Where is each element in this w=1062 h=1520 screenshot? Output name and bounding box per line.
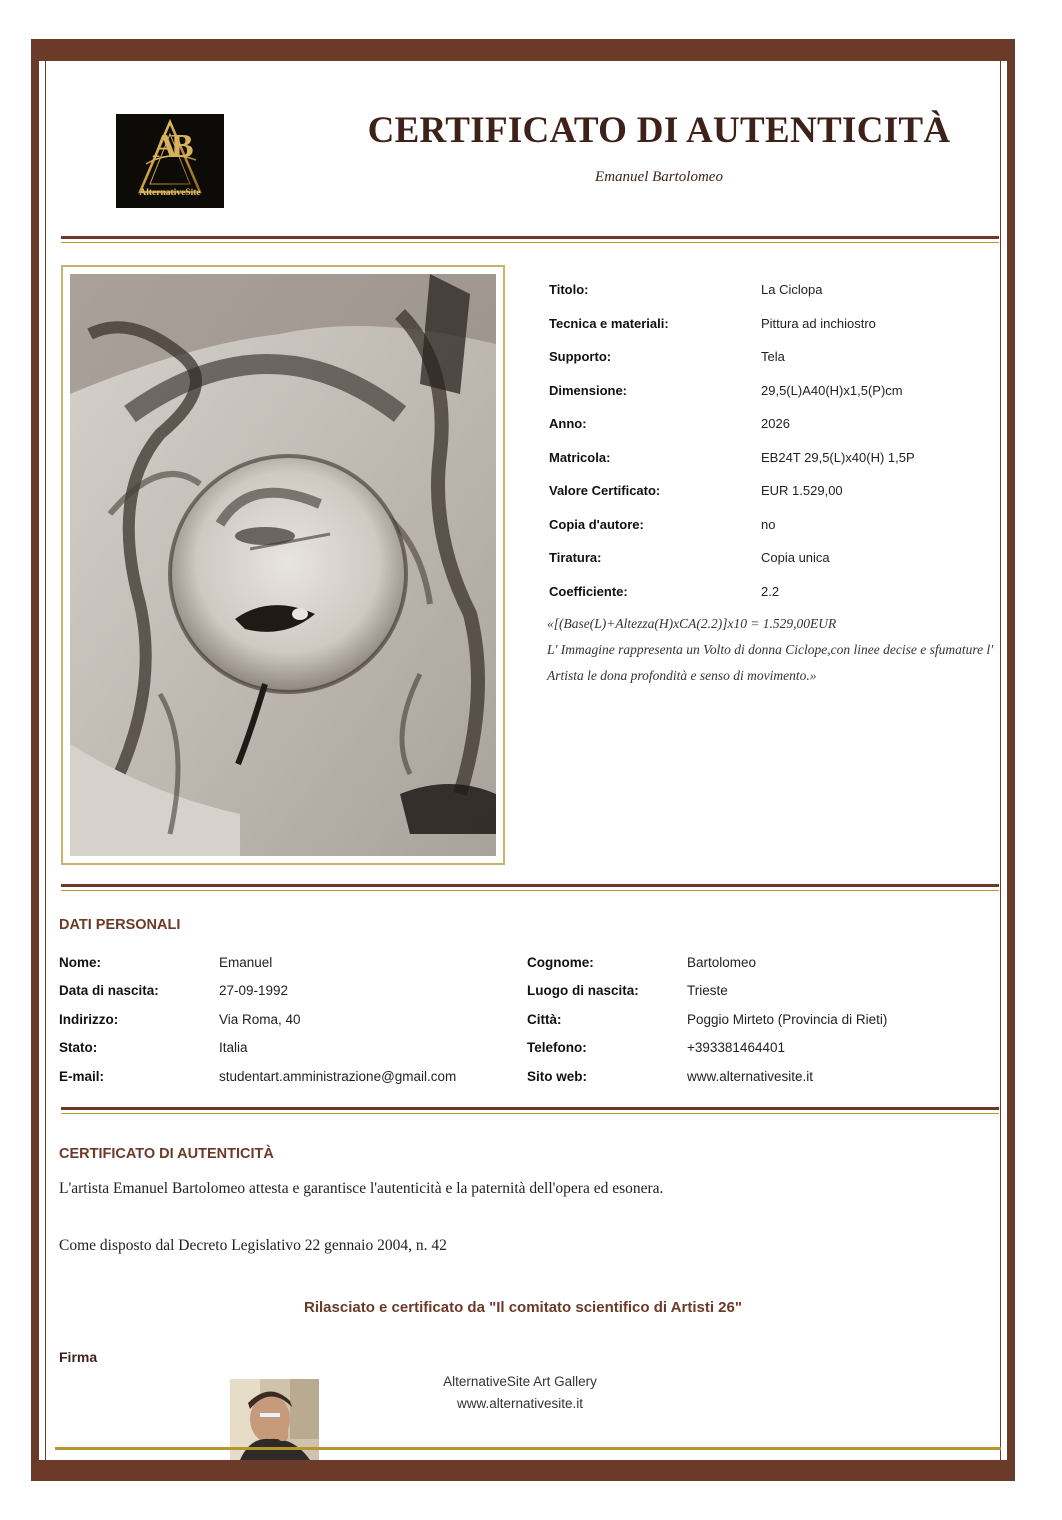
artwork-detail-value: EB24T 29,5(L)x40(H) 1,5P <box>761 449 915 465</box>
personal-label: Indirizzo: <box>59 1011 119 1027</box>
logo-text: AlternativeSite <box>139 188 201 198</box>
personal-value: Via Roma, 40 <box>219 1011 301 1027</box>
personal-data-row <box>59 948 887 977</box>
artwork-detail-value: La Ciclopa <box>761 282 823 298</box>
artwork-detail-label: Tiratura: <box>549 550 602 566</box>
artwork-detail-label: Copia d'autore: <box>549 516 644 532</box>
bottom-gold-line <box>55 1447 1001 1450</box>
personal-label: Stato: <box>59 1040 98 1056</box>
artwork-detail-row <box>545 441 915 475</box>
personal-data-row <box>59 1034 887 1063</box>
authenticity-statement: L'artista Emanuel Bartolomeo attesta e garantisce l'autenticità e la paternità dell'opera ed esonera. <box>59 1180 664 1197</box>
personal-data-heading: DATI PERSONALI <box>59 917 181 933</box>
legal-decree: Come disposto dal Decreto Legislativo 22 gennaio 2004, n. 42 <box>59 1237 447 1254</box>
artwork-description-text: L' Immagine rappresenta un Volto di donna Ciclope,con linee decise e sfumature l' Artista le dona profondità e senso di movimento.» <box>547 642 994 683</box>
personal-data-row <box>59 1062 887 1091</box>
artwork-detail-row <box>545 307 915 341</box>
personal-data-row <box>59 977 887 1006</box>
artwork-frame <box>61 265 505 865</box>
artwork-detail-label: Supporto: <box>549 349 612 365</box>
logo-monogram: AB <box>152 128 188 165</box>
personal-label: E-mail: <box>59 1068 105 1084</box>
certificate-title: CERTIFICATO DI AUTENTICITÀ <box>367 110 951 151</box>
valuation-formula: «[(Base(L)+Altezza(H)xCA(2.2)]x10 = 1.529,00EUR <box>547 616 837 631</box>
artwork-detail-value: 2026 <box>761 416 790 432</box>
artwork-detail-row <box>545 340 915 374</box>
artwork-detail-label: Valore Certificato: <box>549 483 661 499</box>
artwork-detail-label: Tecnica e materiali: <box>549 315 669 331</box>
artwork-image <box>70 274 496 856</box>
artwork-description <box>547 611 997 689</box>
alternativesite-logo <box>116 114 224 208</box>
personal-label: Nome: <box>59 954 102 970</box>
gallery-url[interactable]: www.alternativesite.it <box>456 1396 584 1411</box>
personal-label: Sito web: <box>527 1068 587 1084</box>
artwork-detail-value: EUR 1.529,00 <box>761 483 843 499</box>
artwork-detail-row <box>545 575 915 609</box>
artwork-detail-value: Tela <box>761 349 785 365</box>
artwork-detail-label: Titolo: <box>549 282 589 298</box>
certificate-page <box>39 61 1007 1460</box>
certificate-frame <box>31 39 1015 1481</box>
artwork-detail-label: Anno: <box>549 416 587 432</box>
personal-value: 27-09-1992 <box>219 983 289 999</box>
certificate-heading: CERTIFICATO DI AUTENTICITÀ <box>59 1146 274 1162</box>
personal-value[interactable]: studentart.amministrazione@gmail.com <box>219 1068 457 1084</box>
artwork-detail-row <box>545 474 915 508</box>
personal-value: Emanuel <box>219 954 273 970</box>
personal-label: Città: <box>527 1011 562 1027</box>
artwork-detail-row <box>545 273 915 307</box>
personal-label: Data di nascita: <box>59 983 159 999</box>
artwork-detail-label: Dimensione: <box>549 382 628 398</box>
artwork-painting <box>70 274 496 856</box>
personal-value[interactable]: www.alternativesite.it <box>687 1068 814 1084</box>
artist-name: Emanuel Bartolomeo <box>595 169 723 185</box>
personal-label: Telefono: <box>527 1040 587 1056</box>
issued-by: Rilasciato e certificato da "Il comitato scientifico di Artisti 26" <box>304 1299 742 1316</box>
artwork-detail-row <box>545 541 915 575</box>
personal-data-table <box>59 948 887 1091</box>
artwork-detail-row <box>545 374 915 408</box>
artwork-detail-value: Pittura ad inchiostro <box>761 315 876 331</box>
personal-value: Italia <box>219 1040 248 1056</box>
personal-value: Trieste <box>687 983 728 999</box>
divider <box>61 884 999 891</box>
artwork-detail-value: no <box>761 516 776 532</box>
artwork-detail-label: Coefficiente: <box>549 583 628 599</box>
personal-label: Cognome: <box>527 954 594 970</box>
artwork-detail-row <box>545 508 915 542</box>
artwork-detail-value: 29,5(L)A40(H)x1,5(P)cm <box>761 382 903 398</box>
artwork-detail-row <box>545 407 915 441</box>
personal-value: +393381464401 <box>687 1040 785 1056</box>
divider <box>61 1107 999 1114</box>
gallery-info <box>420 1371 620 1415</box>
signature-label: Firma <box>59 1349 98 1365</box>
gallery-name: AlternativeSite Art Gallery <box>443 1374 597 1389</box>
personal-data-row <box>59 1005 887 1034</box>
divider <box>61 236 999 243</box>
artwork-details-table <box>545 273 915 608</box>
artwork-detail-value: Copia unica <box>761 550 830 566</box>
artwork-detail-value: 2.2 <box>761 583 780 599</box>
artwork-detail-label: Matricola: <box>549 449 611 465</box>
personal-value: Poggio Mirteto (Provincia di Rieti) <box>687 1011 888 1027</box>
personal-value: Bartolomeo <box>687 954 757 970</box>
personal-label: Luogo di nascita: <box>527 983 639 999</box>
